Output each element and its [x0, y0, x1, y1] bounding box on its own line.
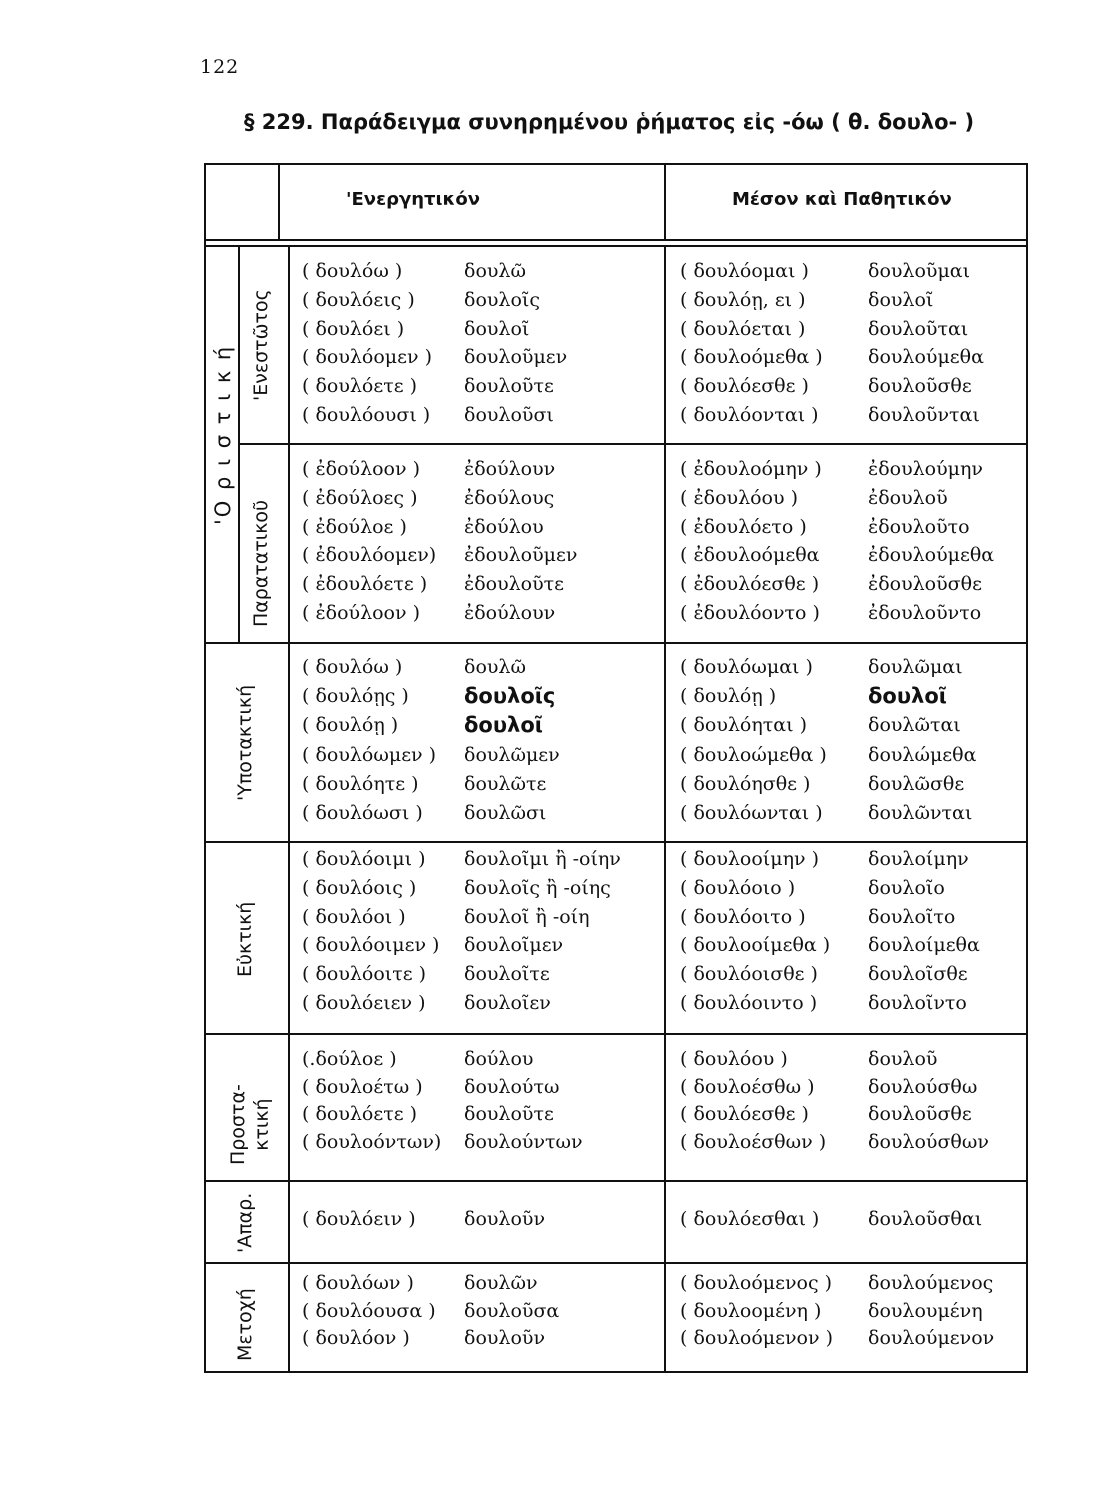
- middle-contracted-form: δουλοῖ: [868, 288, 934, 311]
- active-contracted-form: δουλούτω: [464, 1075, 560, 1098]
- active-contracted-form: δουλοῖμι ἢ -οίην: [464, 848, 621, 870]
- middle-uncontracted-form: ( ἐδουλόου ): [680, 486, 798, 509]
- active-uncontracted-form: ( δουλόοιτε ): [302, 963, 427, 986]
- middle-contracted-form: ἐδουλοῦ: [868, 486, 948, 509]
- mood-label-optative: Εὐκτική: [234, 901, 256, 977]
- active-contracted-form: δουλοῖς: [464, 288, 540, 311]
- active-contracted-form: δουλοῖεν: [464, 992, 551, 1014]
- active-uncontracted-form: (.δούλοε ): [302, 1048, 397, 1070]
- active-uncontracted-form: ( δουλόωσι ): [302, 802, 423, 824]
- middle-contracted-form: ἐδουλοῦντο: [868, 602, 982, 624]
- active-contracted-form: ἐδούλουν: [464, 602, 556, 624]
- tense-label-present: 'Ενεστῶτος: [250, 289, 272, 401]
- middle-contracted-form: δουλοίμεθα: [868, 934, 980, 957]
- active-contracted-form: δουλῶσι: [464, 802, 547, 824]
- middle-uncontracted-form: ( δουλόωμαι ): [680, 656, 813, 678]
- active-contracted-form: δουλοῦν: [464, 1327, 546, 1350]
- middle-contracted-form: ἐδουλούμεθα: [868, 544, 995, 567]
- middle-uncontracted-form: ( δουλόεσθε ): [680, 375, 809, 398]
- active-contracted-form: δουλοῖς ἢ -οίης: [464, 876, 611, 899]
- middle-contracted-form: ἐδουλοῦτο: [868, 515, 970, 538]
- middle-uncontracted-form: ( ἐδουλόοντο ): [680, 602, 820, 624]
- active-uncontracted-form: ( δουλόῃ ): [302, 714, 399, 737]
- middle-uncontracted-form: ( δουλόου ): [680, 1048, 788, 1070]
- voice-column-divider: [664, 247, 666, 1371]
- active-contracted-form: ἐδούλου: [464, 515, 544, 538]
- mood-label-indicative: 'Ο ρ ι σ τ ι κ ή: [211, 344, 235, 525]
- active-contracted-form: δουλοῦτε: [464, 1103, 554, 1126]
- active-uncontracted-form: ( δουλόουσι ): [302, 404, 431, 426]
- active-uncontracted-form: ( δουλόων ): [302, 1272, 414, 1294]
- page-title: § 229. Παράδειγμα συνηρημένου ῥήματος εἰς -όω ( θ. δουλο- ): [244, 110, 975, 134]
- active-uncontracted-form: ( δουλόουσα ): [302, 1299, 436, 1322]
- middle-contracted-form: δουλοῖ: [868, 684, 947, 709]
- middle-uncontracted-form: ( δουλόοιτο ): [680, 905, 806, 928]
- row-divider: [238, 443, 1026, 445]
- middle-contracted-form: δουλοῦσθε: [868, 1103, 972, 1126]
- active-uncontracted-form: ( δουλόωμεν ): [302, 743, 437, 766]
- middle-contracted-form: δουλοῦμαι: [868, 260, 971, 282]
- active-contracted-form: δουλοῦμεν: [464, 346, 568, 369]
- middle-contracted-form: δουλοῦ: [868, 1048, 938, 1070]
- active-contracted-form: ἐδούλουν: [464, 458, 556, 480]
- row-divider: [206, 642, 1026, 644]
- mood-label-imperative-line1: Προστα-: [227, 1084, 249, 1165]
- active-uncontracted-form: ( δουλόετε ): [302, 375, 418, 398]
- middle-contracted-form: δουλοίμην: [868, 848, 969, 870]
- middle-uncontracted-form: ( δουλόωνται ): [680, 802, 823, 824]
- middle-contracted-form: δουλοῖντο: [868, 992, 967, 1014]
- active-uncontracted-form: ( δουλόον ): [302, 1327, 410, 1350]
- active-contracted-form: δουλῶτε: [464, 772, 547, 795]
- middle-uncontracted-form: ( ἐδουλοόμεθα: [680, 544, 820, 567]
- middle-contracted-form: δουλῶμαι: [868, 656, 963, 678]
- middle-uncontracted-form: ( δουλόηται ): [680, 714, 807, 737]
- middle-uncontracted-form: ( ἐδουλόεσθε ): [680, 573, 820, 596]
- middle-contracted-form: δουλουμένη: [868, 1299, 983, 1322]
- middle-uncontracted-form: ( δουλοώμεθα ): [680, 743, 827, 766]
- mood-label-subjunctive: 'Υποτακτική: [234, 684, 256, 801]
- middle-contracted-form: δουλούμεθα: [868, 346, 984, 369]
- middle-uncontracted-form: ( δουλόῃ ): [680, 685, 777, 708]
- active-uncontracted-form: ( δουλοέτω ): [302, 1075, 423, 1098]
- middle-uncontracted-form: ( δουλοόμεθα ): [680, 346, 823, 369]
- tense-label-imperfect: Παρατατικοῦ: [250, 499, 272, 627]
- middle-contracted-form: δουλοῦσθε: [868, 375, 972, 398]
- header-divider: [206, 239, 1026, 241]
- middle-contracted-form: δουλούσθω: [868, 1075, 978, 1098]
- middle-uncontracted-form: ( δουλόῃ, ει ): [680, 288, 806, 311]
- active-uncontracted-form: ( ἐδούλοε ): [302, 515, 407, 538]
- middle-contracted-form: δουλῶσθε: [868, 772, 965, 795]
- middle-uncontracted-form: ( δουλοέσθων ): [680, 1130, 827, 1153]
- middle-uncontracted-form: ( δουλοοίμεθα ): [680, 934, 831, 957]
- middle-uncontracted-form: ( δουλόεται ): [680, 317, 806, 340]
- active-contracted-form: δουλῶ: [464, 260, 526, 282]
- middle-uncontracted-form: ( δουλόονται ): [680, 404, 819, 426]
- active-uncontracted-form: ( δουλόοιμι ): [302, 848, 426, 870]
- middle-uncontracted-form: ( ἐδουλόετο ): [680, 515, 807, 538]
- active-uncontracted-form: ( δουλόω ): [302, 260, 403, 282]
- active-uncontracted-form: ( δουλόω ): [302, 656, 403, 678]
- active-contracted-form: δουλῶμεν: [464, 743, 560, 766]
- middle-uncontracted-form: ( δουλοέσθω ): [680, 1075, 815, 1098]
- active-uncontracted-form: ( ἐδουλόομεν): [302, 544, 437, 567]
- middle-uncontracted-form: ( δουλόοιντο ): [680, 992, 818, 1014]
- middle-contracted-form: δουλοῦσθαι: [868, 1208, 983, 1230]
- active-contracted-form: δουλοῖ ἢ -οίη: [464, 905, 590, 928]
- middle-contracted-form: ἐδουλοῦσθε: [868, 573, 982, 596]
- header-divider: [206, 245, 1026, 247]
- middle-uncontracted-form: ( δουλόησθε ): [680, 772, 811, 795]
- active-uncontracted-form: ( ἐδουλόετε ): [302, 573, 428, 596]
- middle-contracted-form: δουλούμενον: [868, 1327, 995, 1350]
- active-uncontracted-form: ( δουλοόντων): [302, 1130, 442, 1153]
- active-uncontracted-form: ( δουλόῃς ): [302, 685, 409, 708]
- active-uncontracted-form: ( δουλόητε ): [302, 772, 419, 795]
- active-uncontracted-form: ( δουλόειεν ): [302, 992, 426, 1014]
- mood-label-imperative: [226, 1084, 274, 1165]
- active-contracted-form: δουλοῦτε: [464, 375, 554, 398]
- active-uncontracted-form: ( ἐδούλοες ): [302, 486, 418, 509]
- middle-contracted-form: δουλούμενος: [868, 1272, 994, 1294]
- mood-label-infinitive: 'Απαρ.: [234, 1192, 256, 1253]
- middle-contracted-form: δουλώμεθα: [868, 743, 977, 766]
- middle-uncontracted-form: ( δουλόοισθε ): [680, 963, 818, 986]
- row-divider: [206, 1033, 1026, 1035]
- header-divider: [278, 165, 280, 239]
- active-uncontracted-form: ( δουλόοιμεν ): [302, 934, 440, 957]
- active-contracted-form: δουλῶν: [464, 1272, 538, 1294]
- active-contracted-form: ἐδουλοῦμεν: [464, 544, 578, 567]
- active-uncontracted-form: ( δουλόεις ): [302, 288, 415, 311]
- middle-contracted-form: δουλοῦται: [868, 317, 969, 340]
- active-uncontracted-form: ( δουλόοι ): [302, 905, 406, 928]
- middle-uncontracted-form: ( δουλόομαι ): [680, 260, 809, 282]
- middle-contracted-form: δουλοῖσθε: [868, 963, 968, 986]
- middle-contracted-form: δουλοῦνται: [868, 404, 980, 426]
- row-divider: [206, 1262, 1026, 1264]
- active-contracted-form: δουλούντων: [464, 1130, 583, 1153]
- active-uncontracted-form: ( δουλόει ): [302, 317, 405, 340]
- active-uncontracted-form: ( δουλόοις ): [302, 876, 417, 899]
- active-uncontracted-form: ( δουλόετε ): [302, 1103, 418, 1126]
- middle-uncontracted-form: ( δουλόεσθαι ): [680, 1208, 820, 1230]
- active-uncontracted-form: ( δουλόομεν ): [302, 346, 432, 369]
- active-contracted-form: δουλοῖ: [464, 317, 530, 340]
- header-divider: [664, 165, 666, 239]
- mood-label-imperative-line2: κτική: [251, 1098, 273, 1151]
- middle-uncontracted-form: ( δουλόεσθε ): [680, 1103, 809, 1126]
- middle-contracted-form: δουλούσθων: [868, 1130, 989, 1153]
- middle-contracted-form: δουλοῖο: [868, 876, 945, 899]
- row-divider: [206, 841, 1026, 843]
- middle-uncontracted-form: ( δουλοόμενος ): [680, 1272, 833, 1294]
- active-contracted-form: δουλοῖτε: [464, 963, 550, 986]
- active-uncontracted-form: ( ἐδούλοον ): [302, 602, 420, 624]
- page-number: 122: [200, 56, 240, 78]
- middle-contracted-form: ἐδουλούμην: [868, 458, 983, 480]
- middle-uncontracted-form: ( δουλόοιο ): [680, 876, 796, 899]
- active-contracted-form: δουλῶ: [464, 656, 526, 678]
- active-contracted-form: δουλοῖς: [464, 684, 556, 709]
- active-contracted-form: δουλοῦσα: [464, 1299, 560, 1322]
- active-contracted-form: δούλου: [464, 1048, 534, 1070]
- middle-uncontracted-form: ( δουλοόμενον ): [680, 1327, 833, 1350]
- middle-uncontracted-form: ( δουλοοίμην ): [680, 848, 819, 870]
- mood-label-participle: Μετοχή: [234, 1288, 256, 1361]
- active-contracted-form: ἐδούλους: [464, 486, 555, 509]
- active-contracted-form: ἐδουλοῦτε: [464, 573, 565, 596]
- active-voice-header: 'Ενεργητικόν: [346, 189, 480, 210]
- active-uncontracted-form: ( δουλόειν ): [302, 1208, 416, 1230]
- middle-contracted-form: δουλῶται: [868, 714, 961, 737]
- active-contracted-form: δουλοῦσι: [464, 404, 554, 426]
- middle-contracted-form: δουλῶνται: [868, 802, 973, 824]
- mood-column-divider: [288, 247, 290, 1371]
- conjugation-table: [204, 163, 1028, 1373]
- middle-uncontracted-form: ( δουλοομένη ): [680, 1299, 822, 1322]
- middle-passive-voice-header: Μέσον καὶ Παθητικόν: [732, 189, 952, 210]
- active-contracted-form: δουλοῦν: [464, 1208, 546, 1230]
- active-contracted-form: δουλοῖμεν: [464, 934, 564, 957]
- middle-uncontracted-form: ( ἐδουλοόμην ): [680, 458, 822, 480]
- active-contracted-form: δουλοῖ: [464, 713, 543, 738]
- active-uncontracted-form: ( ἐδούλοον ): [302, 458, 420, 480]
- middle-contracted-form: δουλοῖτο: [868, 905, 956, 928]
- row-divider: [206, 1180, 1026, 1182]
